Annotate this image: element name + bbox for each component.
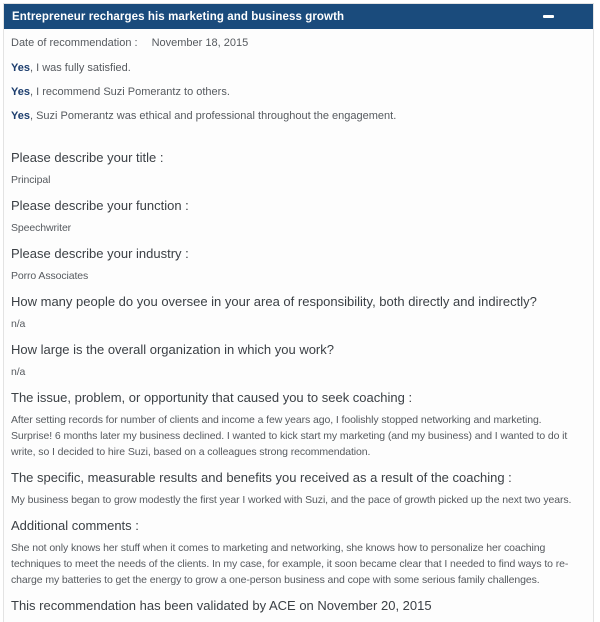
answer-issue: After setting records for number of clients and income a few years ago, I foolishly stopped networking and marketing. Surprise! 6 months later my business declined. I wanted to kick start my marketing (and my business) and I wanted to do it write, so I decided to hire Suzi, based on a colleagues strong recommendation.: [11, 414, 568, 458]
minus-icon: [543, 15, 554, 18]
affirmation-ethical: [11, 111, 585, 122]
affirmation-satisfied: [11, 63, 585, 74]
affirmation-recommend: [11, 87, 585, 98]
question-issue: The issue, problem, or opportunity that caused you to seek coaching :: [11, 390, 413, 405]
yes-prefix: Yes: [11, 86, 30, 98]
yes-prefix: Yes: [11, 62, 30, 74]
affirmation-text: , I recommend Suzi Pomerantz to others.: [29, 86, 230, 98]
question-organization-size: How large is the overall organization in which you work?: [11, 342, 334, 357]
affirmation-text: , I was fully satisfied.: [29, 62, 131, 74]
affirmation-text: , Suzi Pomerantz was ethical and professional throughout the engagement.: [29, 110, 397, 122]
panel-body: [4, 29, 593, 621]
date-label: Date of recommendation :: [11, 37, 138, 49]
qa-section: [11, 150, 585, 588]
answer-organization-size: n/a: [11, 366, 26, 378]
yes-prefix: Yes: [11, 110, 30, 122]
answer-title: Principal: [11, 174, 51, 186]
question-people-oversee: How many people do you oversee in your area of responsibility, both directly and indirectly?: [11, 294, 537, 309]
validation-note: This recommendation has been validated by ACE on November 20, 2015: [11, 598, 432, 613]
date-value: November 18, 2015: [151, 37, 249, 49]
panel-header[interactable]: [4, 4, 593, 29]
answer-results: My business began to grow modestly the first year I worked with Suzi, and the pace of growth picked up the next two years.: [11, 494, 572, 506]
date-row: [11, 37, 585, 50]
panel-title: Entrepreneur recharges his marketing and business growth: [12, 10, 345, 23]
question-title: Please describe your title :: [11, 150, 164, 165]
question-industry: Please describe your industry :: [11, 246, 189, 261]
answer-industry: Porro Associates: [11, 270, 89, 282]
question-additional-comments: Additional comments :: [11, 518, 139, 533]
question-function: Please describe your function :: [11, 198, 189, 213]
answer-function: Speechwriter: [11, 222, 72, 234]
question-results: The specific, measurable results and benefits you received as a result of the coaching :: [11, 470, 512, 485]
recommendation-panel: [3, 3, 594, 622]
answer-additional-comments: She not only knows her stuff when it comes to marketing and networking, she knows how to personalize her coaching techniques to meet the needs of the clients. In my case, for example, it soon became clear that I needed to find ways to re-charge my batteries to get the energy to grow a one-person business and cope with some serious family challenges.: [11, 542, 569, 586]
answer-people-oversee: n/a: [11, 318, 26, 330]
collapse-button[interactable]: [541, 10, 555, 24]
